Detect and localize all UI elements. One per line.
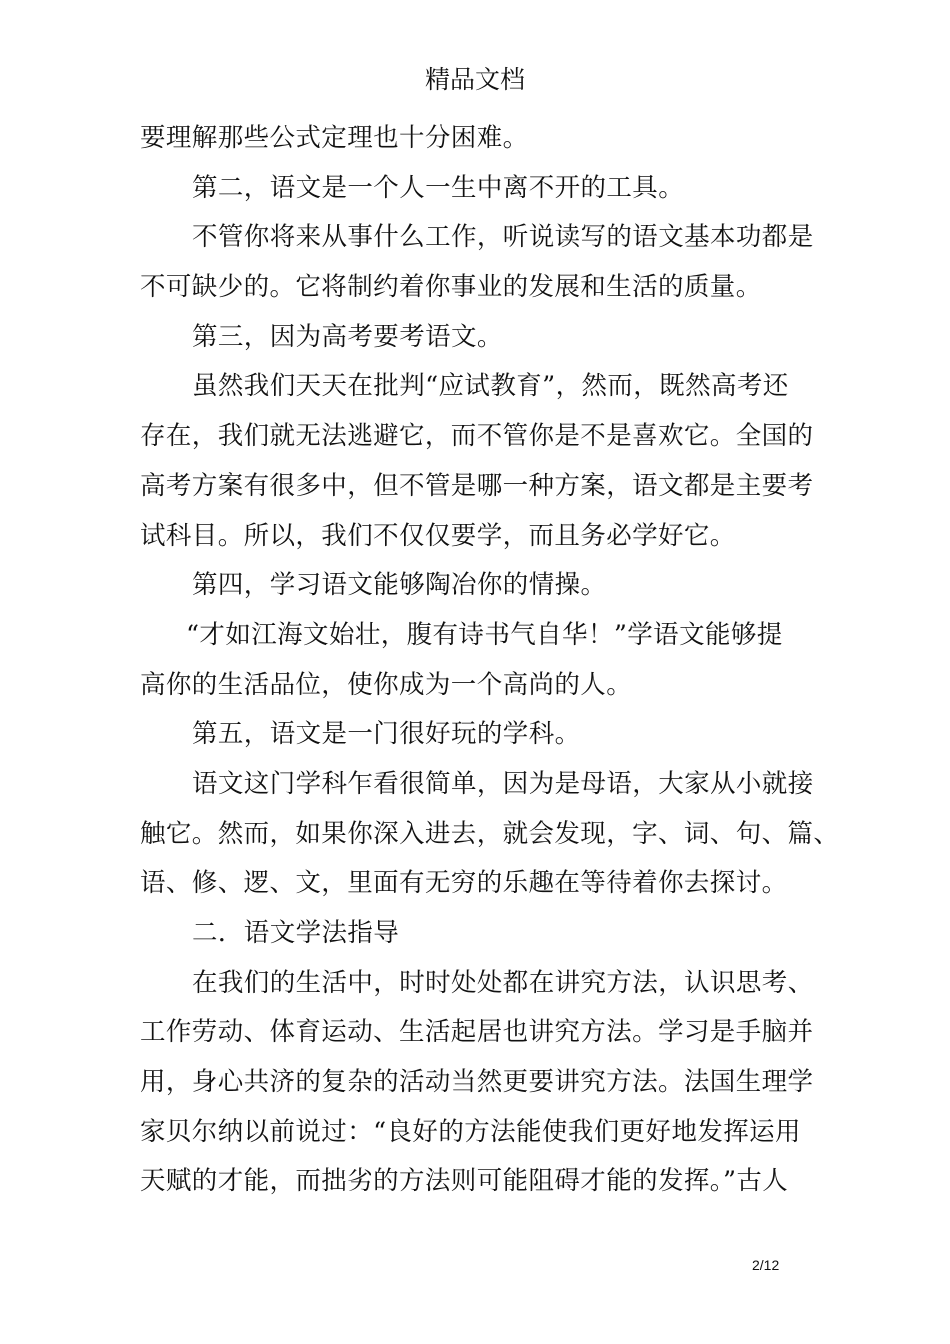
text-line: 天赋的才能，而拙劣的方法则可能阻碍才能的发挥。”古人: [140, 1166, 789, 1197]
page-header: 精品文档: [424, 65, 525, 94]
text-line: 第二，语文是一个人一生中离不开的工具。: [192, 172, 685, 203]
section-heading: 二．语文学法指导: [192, 918, 400, 948]
text-line: 第三，因为高考要考语文。: [192, 321, 503, 352]
text-line: 触它。然而，如果你深入进去，就会发现，字、词、句、篇、: [140, 818, 840, 849]
text-line: 语文这门学科乍看很简单，因为是母语，大家从小就接: [192, 768, 814, 799]
text-line: 不管你将来从事什么工作，听说读写的语文基本功都是: [192, 222, 814, 253]
text-line: 存在，我们就无法逃避它，而不管你是不是喜欢它。全国的: [140, 421, 814, 452]
page-number: 2/12: [752, 1257, 780, 1273]
text-line: 虽然我们天天在批判“应试教育”，然而，既然高考还: [192, 371, 789, 402]
text-line: 语、修、逻、文，里面有无穷的乐趣在等待着你去探讨。: [140, 868, 788, 899]
text-line: 家贝尔纳以前说过：“良好的方法能使我们更好地发挥运用: [140, 1116, 801, 1147]
text-line: 要理解那些公式定理也十分困难。: [140, 123, 529, 153]
text-line: 高考方案有很多中，但不管是哪一种方案，语文都是主要考: [140, 470, 814, 501]
text-line: 高你的生活品位，使你成为一个高尚的人。: [140, 669, 633, 700]
text-line: 第五，语文是一门很好玩的学科。: [192, 719, 581, 750]
text-line: 用，身心共济的复杂的活动当然更要讲究方法。法国生理学: [140, 1067, 814, 1098]
document-body: [140, 114, 840, 1207]
text-line: “才如江海文始壮，腹有诗书气自华！”学语文能够提: [186, 619, 783, 650]
text-line: 在我们的生活中，时时处处都在讲究方法，认识思考、: [192, 967, 814, 998]
text-line: 不可缺少的。它将制约着你事业的发展和生活的质量。: [140, 272, 762, 303]
text-line: 工作劳动、体育运动、生活起居也讲究方法。学习是手脑并: [140, 1017, 814, 1048]
text-line: 第四，学习语文能够陶冶你的情操。: [192, 570, 607, 601]
text-line: 试科目。所以，我们不仅仅要学，而且务必学好它。: [140, 520, 736, 551]
